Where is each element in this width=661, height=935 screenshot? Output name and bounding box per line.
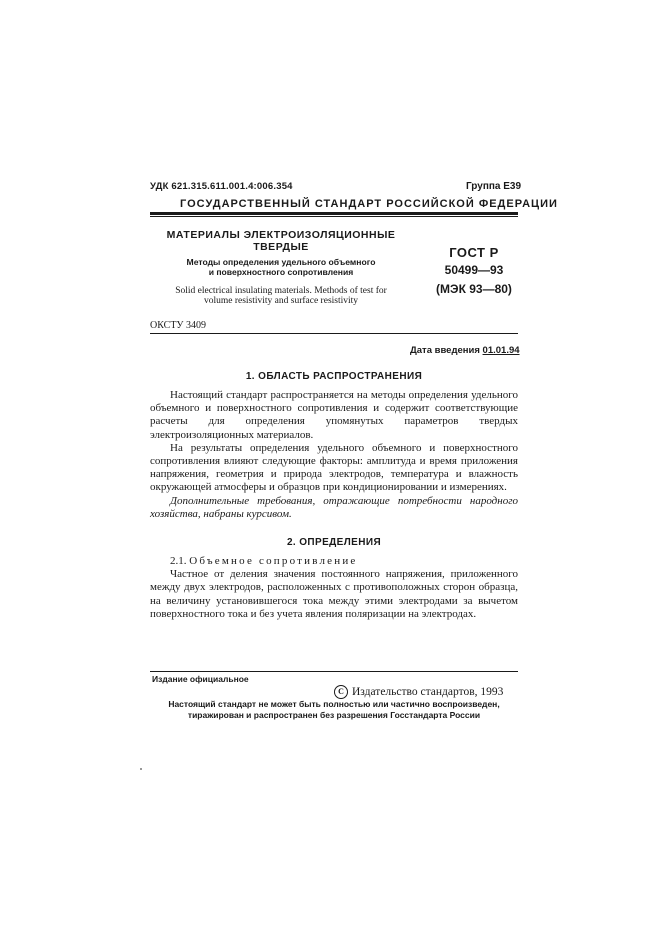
item-number: 2.1. — [170, 555, 187, 567]
section-2-item-heading — [150, 555, 518, 568]
header-rule-thick — [150, 212, 518, 215]
section-1-paragraph-2: На результаты определения удельного объемного и поверхностного сопротивления влияют следующие факторы: амплитуда и время приложения напряжения, геометрия и природа электродов, температура и влажность окружающей атмосферы и образцов при кондиционировании и измерениях. — [150, 441, 518, 494]
subtitle-line-2: и поверхностного сопротивления — [208, 267, 354, 277]
section-1-paragraph-3: Дополнительные требования, отражающие потребности народного хозяйства, набраны курсивом. — [150, 494, 518, 520]
english-title — [150, 286, 412, 306]
section-2-paragraph-1: Частное от деления значения постоянного напряжения, приложенного между двух электродов, расположенных с противоположных сторон образца, на величину установившегося тока между этими электродами за вычетом поверхностного тока и без учета явления поляризации на электродах. — [150, 568, 518, 620]
english-title-line-1: Solid electrical insulating materials. Methods of test for — [175, 286, 387, 296]
document-title — [150, 229, 412, 253]
notice-line-2: тиражирован и распространен без разрешения Госстандарта России — [187, 710, 481, 720]
iec-reference: (МЭК 93—80) — [436, 282, 512, 296]
okstu-code: ОКСТУ 3409 — [150, 320, 207, 331]
group-code: Группа Е39 — [466, 181, 522, 192]
header-rule-thin — [150, 216, 518, 217]
reproduction-notice — [150, 699, 518, 721]
section-1-paragraph-1: Настоящий стандарт распространяется на методы определения удельного объемного и поверхностного сопротивления и содержит соответствующие расчеты для определения упомянутых параметров твердых электроизоляционных материалов. — [150, 389, 518, 441]
copyright-icon: C — [334, 685, 348, 699]
gost-label: ГОСТ Р — [449, 245, 499, 260]
footer-rule — [150, 671, 518, 672]
scan-speck — [140, 768, 142, 770]
copyright-text: Издательство стандартов, 1993 — [352, 686, 504, 698]
udk-code: УДК 621.315.611.001.4:006.354 — [150, 181, 293, 192]
title-line-2: ТВЕРДЫЕ — [253, 241, 309, 253]
gost-designation — [424, 244, 524, 299]
title-line-1: МАТЕРИАЛЫ ЭЛЕКТРОИЗОЛЯЦИОННЫЕ — [166, 229, 396, 241]
official-edition: Издание официальное — [152, 674, 249, 684]
section-2-body — [150, 555, 518, 621]
effective-date-value: 01.01.94 — [482, 345, 520, 356]
item-title: Объемное сопротивление — [189, 555, 358, 567]
okstu-rule — [150, 333, 518, 334]
section-1-body — [150, 389, 518, 521]
copyright-line — [334, 685, 503, 699]
section-1-heading: 1. ОБЛАСТЬ РАСПРОСТРАНЕНИЯ — [245, 371, 423, 382]
state-standard-heading: ГОСУДАРСТВЕННЫЙ СТАНДАРТ РОССИЙСКОЙ ФЕДЕРАЦИИ — [180, 198, 558, 210]
section-2-heading: 2. ОПРЕДЕЛЕНИЯ — [286, 537, 382, 548]
document-subtitle — [150, 257, 412, 277]
notice-line-1: Настоящий стандарт не может быть полностью или частично воспроизведен, — [168, 699, 500, 709]
gost-number: 50499—93 — [444, 263, 504, 277]
english-title-line-2: volume resistivity and surface resistivity — [203, 296, 359, 306]
subtitle-line-1: Методы определения удельного объемного — [186, 257, 376, 267]
effective-date — [410, 345, 520, 356]
effective-date-label: Дата введения — [410, 345, 480, 356]
